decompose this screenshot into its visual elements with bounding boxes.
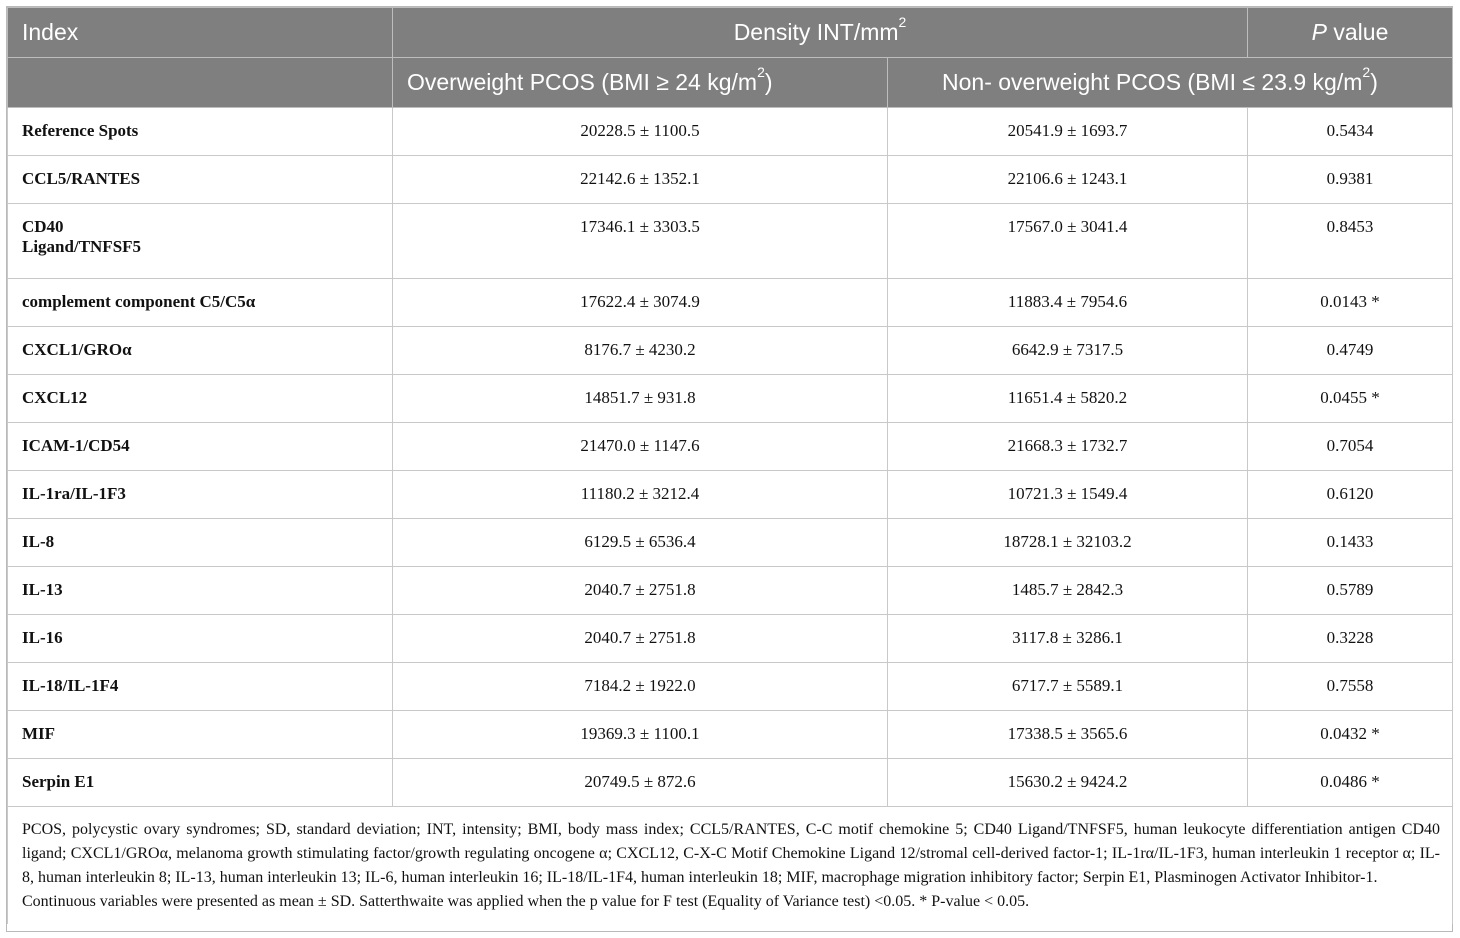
row-name: IL-13 (8, 567, 393, 615)
p-value: 0.5789 (1248, 567, 1453, 615)
non-overweight-value: 22106.6 ± 1243.1 (888, 156, 1248, 204)
overweight-value: 2040.7 ± 2751.8 (393, 615, 888, 663)
row-name: CXCL12 (8, 375, 393, 423)
p-value: 0.0143 * (1248, 279, 1453, 327)
non-overweight-value: 17338.5 ± 3565.6 (888, 711, 1248, 759)
table-row (8, 567, 1453, 615)
p-value: 0.0455 * (1248, 375, 1453, 423)
overweight-value: 11180.2 ± 3212.4 (393, 471, 888, 519)
non-overweight-value: 17567.0 ± 3041.4 (888, 204, 1248, 279)
p-value: 0.6120 (1248, 471, 1453, 519)
p-value: 0.1433 (1248, 519, 1453, 567)
p-value: 0.5434 (1248, 108, 1453, 156)
row-name: IL-8 (8, 519, 393, 567)
header-row-1 (8, 8, 1453, 58)
table-row (8, 204, 1453, 279)
overweight-value: 17622.4 ± 3074.9 (393, 279, 888, 327)
overweight-value: 17346.1 ± 3303.5 (393, 204, 888, 279)
row-name: IL-18/IL-1F4 (8, 663, 393, 711)
header-index: Index (8, 8, 393, 58)
row-name: Reference Spots (8, 108, 393, 156)
data-table (7, 7, 1453, 924)
non-overweight-value: 11883.4 ± 7954.6 (888, 279, 1248, 327)
non-overweight-value: 6642.9 ± 7317.5 (888, 327, 1248, 375)
table-row (8, 156, 1453, 204)
p-value: 0.8453 (1248, 204, 1453, 279)
header-density: Density INT/$mm^2$ (393, 8, 1248, 58)
row-name: MIF (8, 711, 393, 759)
non-overweight-value: 21668.3 ± 1732.7 (888, 423, 1248, 471)
row-name: ICAM-1/CD54 (8, 423, 393, 471)
table-row (8, 471, 1453, 519)
p-value: 0.0486 * (1248, 759, 1453, 807)
row-name: IL-16 (8, 615, 393, 663)
overweight-value: 14851.7 ± 931.8 (393, 375, 888, 423)
p-value: 0.3228 (1248, 615, 1453, 663)
table-footnote (8, 807, 1453, 925)
table-row (8, 279, 1453, 327)
overweight-value: 20228.5 ± 1100.5 (393, 108, 888, 156)
overweight-value: 2040.7 ± 2751.8 (393, 567, 888, 615)
footnote-abbreviations: PCOS, polycystic ovary syndromes; SD, standard deviation; INT, intensity; BMI, body mass index; CCL5/RANTES, C-C motif chemokine 5; CD40 Ligand/TNFSF5, human leukocyte differentiation antigen CD40 ligand; CXCL1/GROα, melanoma growth stimulating factor/growth regulating oncogene α; CXCL12, C-X-C Motif Chemokine Ligand 12/stromal cell-derived factor-1; IL-1rα/IL-1F3, human interleukin 1 receptor α; IL-8, human interleukin 8; IL-13, human interleukin 13; IL-6, human interleukin 16; IL-18/IL-1F4, human interleukin 18; MIF, macrophage migration inhibitory factor; Serpin E1, Plasminogen Activator Inhibitor-1. (22, 821, 1441, 886)
row-name: CD40 Ligand/TNFSF5 (8, 204, 393, 279)
table-row (8, 108, 1453, 156)
data-table-container (6, 6, 1453, 932)
non-overweight-value: 1485.7 ± 2842.3 (888, 567, 1248, 615)
non-overweight-value: 6717.7 ± 5589.1 (888, 663, 1248, 711)
non-overweight-value: 20541.9 ± 1693.7 (888, 108, 1248, 156)
overweight-value: 8176.7 ± 4230.2 (393, 327, 888, 375)
table-row (8, 423, 1453, 471)
table-row (8, 519, 1453, 567)
non-overweight-value: 11651.4 ± 5820.2 (888, 375, 1248, 423)
overweight-value: 21470.0 ± 1147.6 (393, 423, 888, 471)
non-overweight-value: 10721.3 ± 1549.4 (888, 471, 1248, 519)
table-row (8, 615, 1453, 663)
row-name: Serpin E1 (8, 759, 393, 807)
p-value: 0.7558 (1248, 663, 1453, 711)
table-row (8, 327, 1453, 375)
header-empty (8, 58, 393, 108)
table-row (8, 663, 1453, 711)
non-overweight-value: 3117.8 ± 3286.1 (888, 615, 1248, 663)
overweight-value: 19369.3 ± 1100.1 (393, 711, 888, 759)
overweight-value: 7184.2 ± 1922.0 (393, 663, 888, 711)
table-row (8, 711, 1453, 759)
row-name: complement component C5/C5α (8, 279, 393, 327)
row-name: IL-1ra/IL-1F3 (8, 471, 393, 519)
p-value: 0.0432 * (1248, 711, 1453, 759)
header-overweight: Overweight PCOS (BMI ≥ 24 $kg/m^2$) (393, 58, 888, 108)
non-overweight-value: 18728.1 ± 32103.2 (888, 519, 1248, 567)
footnote-row (8, 807, 1453, 925)
table-row (8, 759, 1453, 807)
p-value: 0.9381 (1248, 156, 1453, 204)
p-value: 0.4749 (1248, 327, 1453, 375)
table-row (8, 375, 1453, 423)
overweight-value: 22142.6 ± 1352.1 (393, 156, 888, 204)
overweight-value: 20749.5 ± 872.6 (393, 759, 888, 807)
non-overweight-value: 15630.2 ± 9424.2 (888, 759, 1248, 807)
header-row-2 (8, 58, 1453, 108)
p-value: 0.7054 (1248, 423, 1453, 471)
header-p-value: P value (1248, 8, 1453, 58)
header-non-overweight: Non- overweight PCOS (BMI ≤ 23.9 $kg/m^2$) (888, 58, 1453, 108)
row-name: CXCL1/GROα (8, 327, 393, 375)
row-name: CCL5/RANTES (8, 156, 393, 204)
overweight-value: 6129.5 ± 6536.4 (393, 519, 888, 567)
footnote-methods: Continuous variables were presented as mean ± SD. Satterthwaite was applied when the p value for F test (Equality of Variance test) <0.05. * P-value < 0.05. (22, 893, 1030, 910)
